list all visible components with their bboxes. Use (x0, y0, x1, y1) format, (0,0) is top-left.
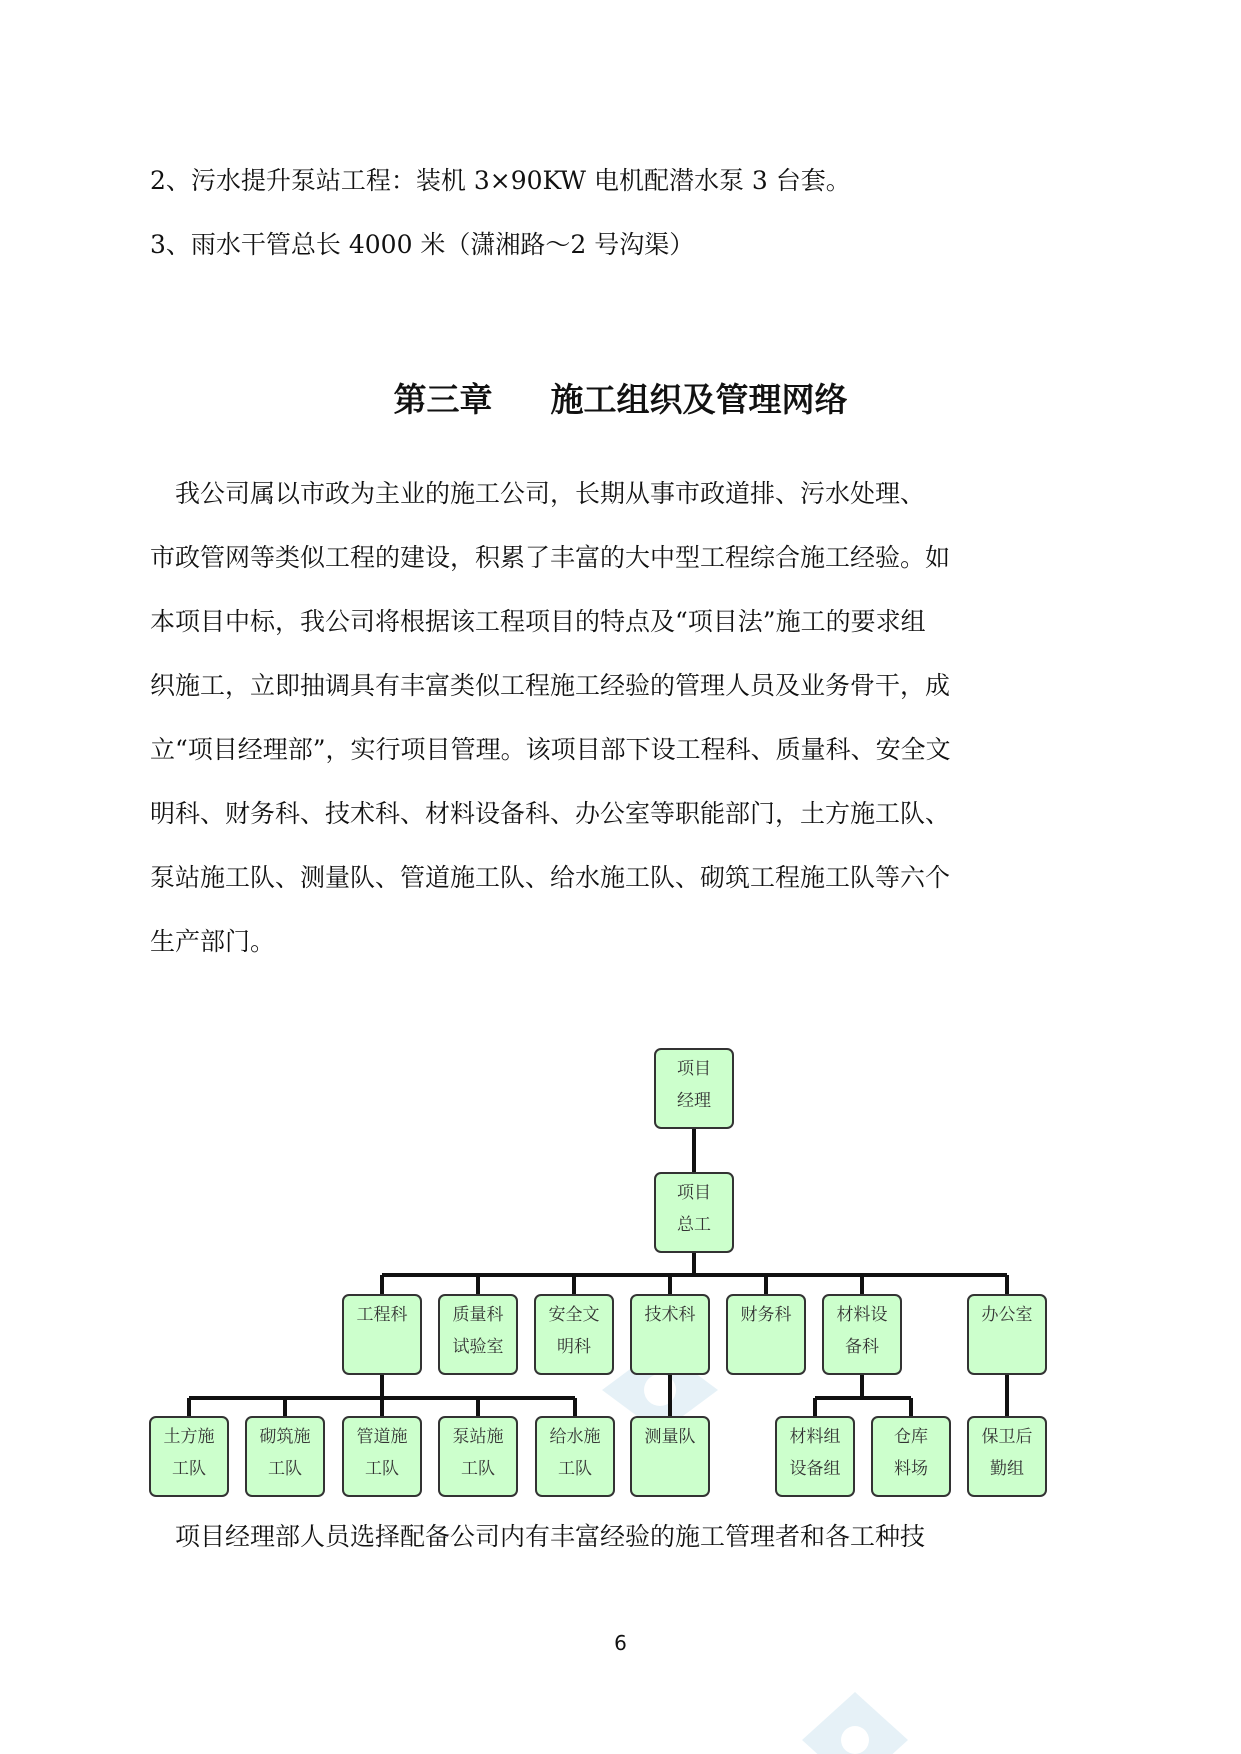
org-node-team: 砌筑施 工队 (245, 1416, 325, 1497)
paragraph-line: 生产部门。 (150, 927, 276, 956)
org-node-chief-engineer: 项目 总工 (654, 1172, 734, 1253)
paragraph-line: 泵站施工队、测量队、管道施工队、给水施工队、砌筑工程施工队等六个 (150, 863, 951, 892)
org-node-department: 质量科 试验室 (438, 1294, 518, 1375)
org-node-team: 管道施 工队 (342, 1416, 422, 1497)
org-node-department: 材料设 备科 (822, 1294, 902, 1375)
org-node-department: 技术科 (630, 1294, 710, 1375)
org-node-department: 办公室 (967, 1294, 1047, 1375)
org-node-team: 给水施 工队 (535, 1416, 615, 1497)
paragraph-line: 织施工，立即抽调具有丰富类似工程施工经验的管理人员及业务骨干，成 (150, 671, 951, 700)
paragraph-line: 明科、财务科、技术科、材料设备科、办公室等职能部门，土方施工队、 (150, 799, 951, 828)
paragraph-line: 我公司属以市政为主业的施工公司，长期从事市政道排、污水处理、 (150, 479, 926, 508)
paragraph-line: 市政管网等类似工程的建设，积累了丰富的大中型工程综合施工经验。如 (150, 543, 951, 572)
list-item-3: 3、雨水干管总长 4000 米（潇湘路～2 号沟渠） (150, 230, 695, 259)
paragraph-line: 本项目中标，我公司将根据该工程项目的特点及“项目法”施工的要求组 (150, 607, 926, 636)
chapter-title: 施工组织及管理网络 (550, 380, 848, 419)
org-node-team: 泵站施 工队 (438, 1416, 518, 1497)
org-node-department: 工程科 (342, 1294, 422, 1375)
closing-paragraph-line: 项目经理部人员选择配备公司内有丰富经验的施工管理者和各工种技 (150, 1522, 926, 1551)
org-node-department: 安全文 明科 (534, 1294, 614, 1375)
paragraph-line: 立“项目经理部”，实行项目管理。该项目部下设工程科、质量科、安全文 (150, 735, 951, 764)
org-node-team: 保卫后 勤组 (967, 1416, 1047, 1497)
page-number: 6 (614, 1631, 627, 1655)
org-node-team: 土方施 工队 (149, 1416, 229, 1497)
org-node-team: 测量队 (630, 1416, 710, 1497)
org-node-team: 仓库 料场 (871, 1416, 951, 1497)
chapter-number: 第三章 (393, 380, 493, 419)
org-node-project-manager: 项目 经理 (654, 1048, 734, 1129)
org-node-team: 材料组 设备组 (775, 1416, 855, 1497)
list-item-2: 2、污水提升泵站工程：装机 3×90KW 电机配潜水泵 3 台套。 (150, 166, 851, 195)
org-node-department: 财务科 (726, 1294, 806, 1375)
